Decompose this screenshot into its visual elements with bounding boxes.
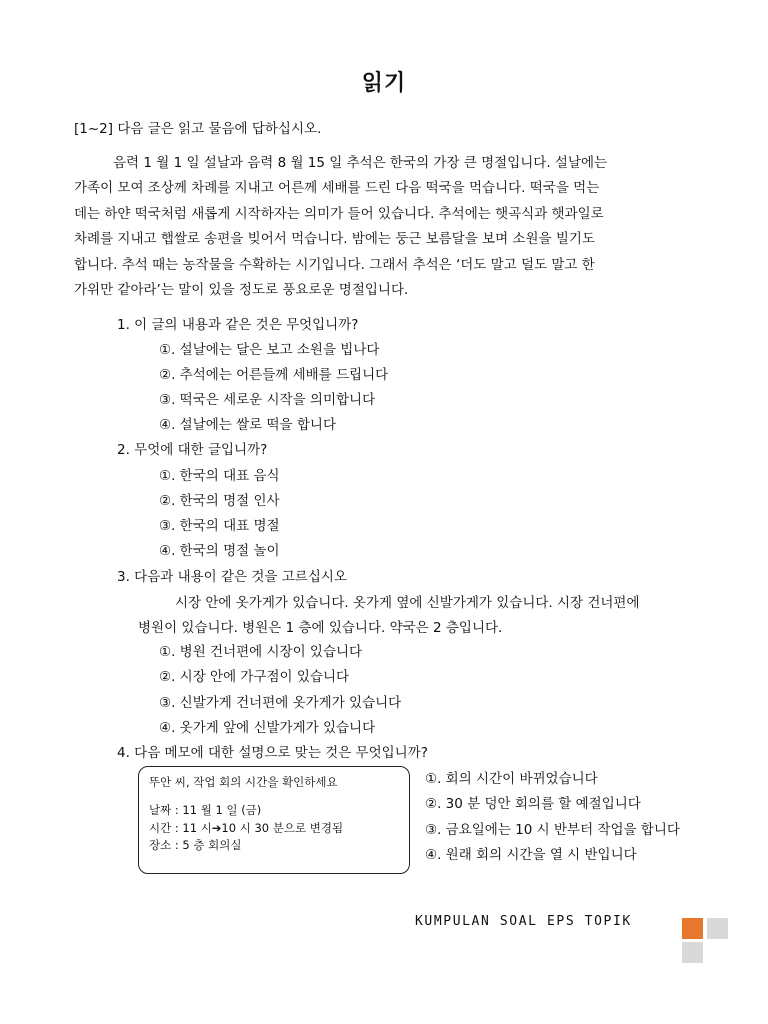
- passage-line: 가족이 모여 조상께 차례를 지내고 어른께 세배를 드린 다음 떡국을 먹습니다. 떡국을 먹는: [74, 180, 600, 196]
- passage-line: 가위만 같아라’는 말이 있을 정도로 풍요로운 명절입니다.: [74, 282, 409, 298]
- q1-option: ④. 설날에는 쌀로 떡을 합니다: [159, 417, 337, 433]
- decor-square: [682, 942, 703, 963]
- question-4: 4. 다음 메모에 대한 설명으로 맞는 것은 무엇입니까?: [117, 745, 428, 761]
- q2-option: ①. 한국의 대표 음식: [159, 468, 280, 484]
- question-2: 2. 무엇에 대한 글입니까?: [117, 442, 268, 458]
- memo-time: 시간 : 11 시➔10 시 30 분으로 변경됨: [149, 821, 344, 835]
- passage-line: 음력 1 월 1 일 설날과 음력 8 월 15 일 추석은 한국의 가장 큰 명절입니다. 설날에는: [113, 155, 608, 171]
- q4-option: ④. 원래 회의 시간을 열 시 반입니다: [425, 847, 637, 863]
- memo-place: 장소 : 5 층 회의실: [149, 838, 242, 852]
- memo-heading: 뚜안 씨, 작업 회의 시간을 확인하세요: [149, 775, 338, 789]
- q3-passage-line: 시장 안에 옷가게가 있습니다. 옷가게 옆에 신발가게가 있습니다. 시장 건너편에: [175, 595, 640, 611]
- q4-option: ①. 회의 시간이 바뀌었습니다: [425, 771, 598, 787]
- passage-line: 데는 하얀 떡국처럼 새롭게 시작하자는 의미가 들어 있습니다. 추석에는 햇곡식과 햇과일로: [74, 206, 604, 222]
- q1-option: ③. 떡국은 세로운 시작을 의미합니다: [159, 392, 376, 408]
- q4-option: ②. 30 분 덩안 회의를 할 예절입니다: [425, 796, 641, 812]
- q4-option: ③. 금요일에는 10 시 반부터 작업을 합니다: [425, 822, 680, 838]
- q2-option: ②. 한국의 명절 인사: [159, 493, 280, 509]
- accent-square: [682, 918, 703, 939]
- instruction: [1~2] 다음 글은 읽고 물음에 답하십시오.: [74, 121, 322, 137]
- q2-option: ③. 한국의 대표 명절: [159, 518, 280, 534]
- passage-line: 합니다. 추석 때는 농작물을 수확하는 시기입니다. 그래서 추석은 ‘더도 말고 덜도 말고 한: [74, 257, 595, 273]
- memo-box: [138, 766, 410, 874]
- passage-line: 차례를 지내고 햅쌀로 송편을 빚어서 먹습니다. 밤에는 둥근 보름달을 보며 소원을 빌기도: [74, 231, 595, 247]
- q1-option: ②. 추석에는 어른들께 세배를 드립니다: [159, 367, 389, 383]
- q3-option: ①. 병원 건너편에 시장이 있습니다: [159, 644, 363, 660]
- question-3: 3. 다음과 내용이 같은 것을 고르십시오: [117, 569, 347, 585]
- q3-passage-line: 병원이 있습니다. 병원은 1 층에 있습니다. 약국은 2 층입니다.: [138, 620, 503, 636]
- q3-option: ④. 옷가게 앞에 신발가게가 있습니다: [159, 720, 376, 736]
- memo-date: 날짜 : 11 월 1 일 (금): [149, 803, 262, 817]
- footer-text: KUMPULAN SOAL EPS TOPIK: [415, 914, 632, 929]
- q3-option: ③. 신발가게 건너편에 옷가게가 있습니다: [159, 695, 402, 711]
- q2-option: ④. 한국의 명절 놀이: [159, 543, 280, 559]
- q3-option: ②. 시장 안에 가구점이 있습니다: [159, 669, 350, 685]
- page-title: 읽기: [361, 71, 407, 96]
- decor-square: [707, 918, 728, 939]
- question-1: 1. 이 글의 내용과 같은 것은 무엇입니까?: [117, 317, 359, 333]
- q1-option: ①. 설날에는 달은 보고 소원을 빕나다: [159, 342, 380, 358]
